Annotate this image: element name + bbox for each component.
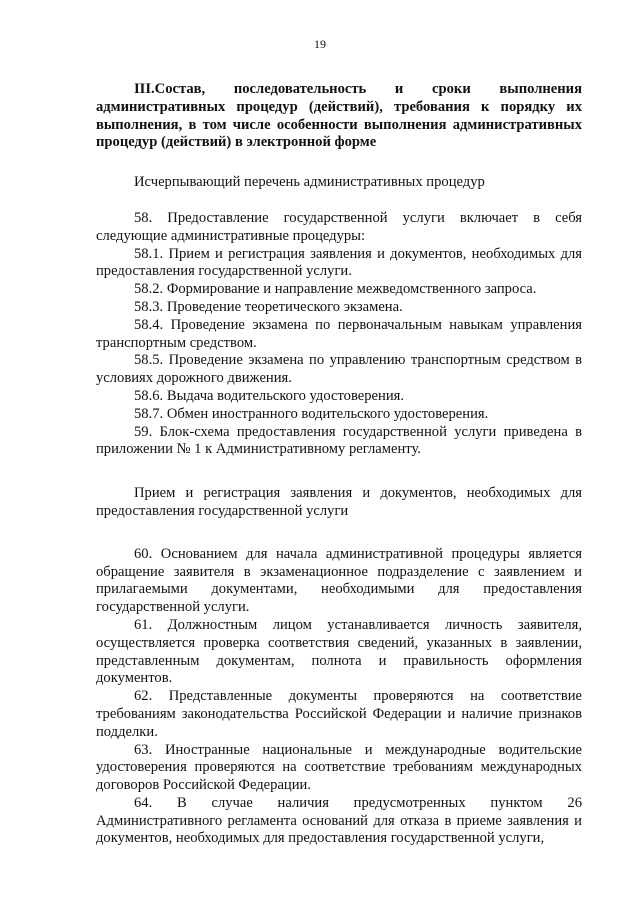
paragraph-62: 62. Представленные документы проверяются на соответствие требованиям законодательства Российской Федерации и наличие признаков подделки.: [96, 688, 582, 740]
paragraph-58-6: 58.6. Выдача водительского удостоверения.: [134, 387, 405, 404]
paragraph-58-5: 58.5. Проведение экзамена по управлению транспортным средством в условиях дорожного движения.: [96, 352, 582, 387]
paragraph-58-3: 58.3. Проведение теоретического экзамена.: [134, 298, 403, 315]
paragraph-63: 63. Иностранные национальные и международные водительские удостоверения проверяются на соответствие требованиям международных договоров Российской Федерации.: [96, 741, 582, 794]
paragraph-58-7: 58.7. Обмен иностранного водительского удостоверения.: [134, 405, 489, 422]
paragraph-61: 61. Должностным лицом устанавливается личность заявителя, осуществляется проверка соответствия сведений, указанных в заявлении, представленным документам, полнота и правильность оформления документов.: [96, 616, 582, 687]
subsection-heading-reception: Прием и регистрация заявления и документов, необходимых для предоставления государственной услуги: [96, 485, 582, 519]
page-number: 19: [314, 37, 326, 51]
paragraph-64: 64. В случае наличия предусмотренных пунктом 26 Административного регламента оснований для отказа в приеме заявления и документов, необходимых для предоставления государственной услуги,: [96, 794, 582, 847]
reception-block: [96, 546, 582, 849]
paragraph-59: 59. Блок-схема предоставления государственной услуги приведена в приложении № 1 к Административному регламенту.: [96, 423, 582, 458]
paragraph-58-4: 58.4. Проведение экзамена по первоначальным навыкам управления транспортным средством.: [96, 316, 582, 351]
paragraph-58-1: 58.1. Прием и регистрация заявления и документов, необходимых для предоставления государственной услуги.: [96, 245, 582, 280]
page-content: [96, 73, 582, 848]
procedures-list-block: [96, 210, 582, 459]
subsection-heading-procedures-list: Исчерпывающий перечень административных процедур: [134, 174, 485, 191]
paragraph-60: 60. Основанием для начала административной процедуры является обращение заявителя в экзаменационное подразделение с заявлением и прилагаемыми документами, необходимыми для предоставления государственной услуги.: [96, 545, 582, 616]
paragraph-58-2: 58.2. Формирование и направление межведомственного запроса.: [134, 281, 537, 298]
paragraph-58: 58. Предоставление государственной услуги включает в себя следующие административные процедуры:: [96, 209, 582, 244]
section-heading: III.Состав, последовательность и сроки выполнения административных процедур (действий), требования к порядку их выполнения, в том числе особенности выполнения административных процедур (действий) в электронной форме: [96, 81, 582, 151]
